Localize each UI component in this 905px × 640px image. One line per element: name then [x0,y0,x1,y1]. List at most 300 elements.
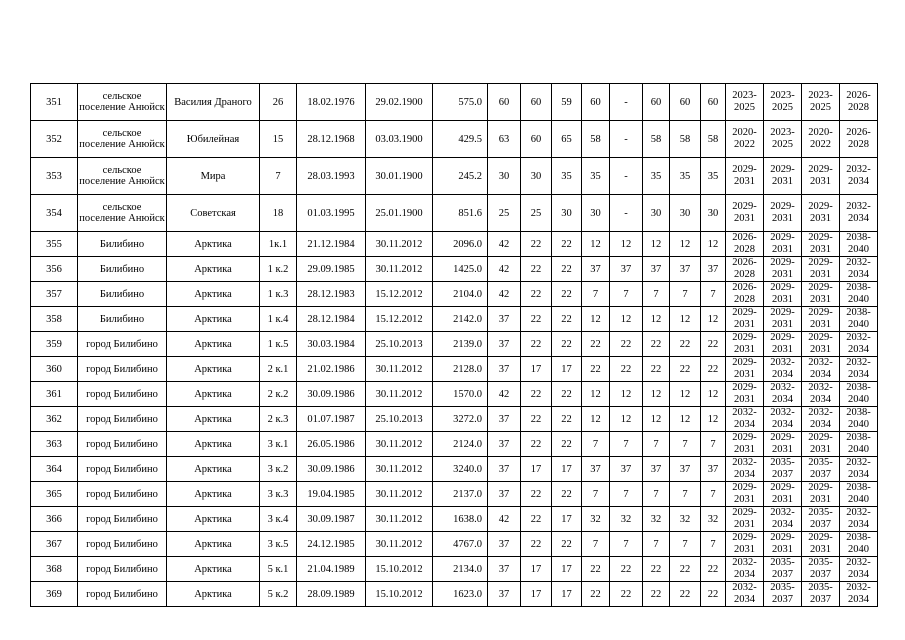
wear-cell-4: 12 [582,382,610,407]
table-row [31,257,878,282]
wear-cell-7: 60 [670,84,701,121]
wear-cell-5: 32 [610,507,643,532]
table-row [31,482,878,507]
street-cell: Арктика [167,582,260,607]
house-number-cell: 1 к.2 [260,257,297,282]
repair-period-cell-4: 2038-2040 [840,407,878,432]
repair-period-cell-3: 2029-2031 [802,432,840,457]
repair-period-cell-3: 2032-2034 [802,357,840,382]
wear-cell-8: 12 [701,307,726,332]
area-cell: 1425.0 [433,257,488,282]
repair-period-cell-2: 2029-2031 [764,332,802,357]
construction-date-cell: 26.05.1986 [297,432,366,457]
row-number: 357 [31,282,78,307]
wear-cell-6: 7 [643,482,670,507]
wear-cell-2: 17 [521,357,552,382]
wear-cell-5: 22 [610,557,643,582]
wear-cell-6: 32 [643,507,670,532]
row-number: 368 [31,557,78,582]
wear-cell-8: 12 [701,382,726,407]
area-cell: 3272.0 [433,407,488,432]
row-number: 369 [31,582,78,607]
repair-period-cell-4: 2026-2028 [840,84,878,121]
construction-date-cell: 28.12.1984 [297,307,366,332]
table-row [31,158,878,195]
wear-cell-1: 42 [488,382,521,407]
construction-date-cell: 30.09.1987 [297,507,366,532]
construction-date-cell: 19.04.1985 [297,482,366,507]
wear-cell-5: 12 [610,307,643,332]
repair-period-cell-1: 2029-2031 [726,357,764,382]
street-cell: Арктика [167,307,260,332]
repair-period-cell-4: 2038-2040 [840,232,878,257]
wear-cell-7: 32 [670,507,701,532]
repair-period-cell-4: 2032-2034 [840,158,878,195]
street-cell: Мира [167,158,260,195]
repair-period-cell-1: 2026-2028 [726,282,764,307]
repair-period-cell-1: 2029-2031 [726,195,764,232]
locality-cell: город Билибино [78,432,167,457]
locality-cell: Билибино [78,282,167,307]
table-row [31,84,878,121]
row-number: 353 [31,158,78,195]
wear-cell-5: 7 [610,432,643,457]
house-number-cell: 3 к.1 [260,432,297,457]
registration-date-cell: 03.03.1900 [366,121,433,158]
wear-cell-2: 22 [521,482,552,507]
house-number-cell: 15 [260,121,297,158]
construction-date-cell: 24.12.1985 [297,532,366,557]
wear-cell-1: 42 [488,257,521,282]
locality-cell: сельское поселение Анюйск [78,84,167,121]
house-number-cell: 3 к.5 [260,532,297,557]
locality-cell: город Билибино [78,332,167,357]
area-cell: 4767.0 [433,532,488,557]
row-number: 362 [31,407,78,432]
house-number-cell: 1 к.3 [260,282,297,307]
area-cell: 2139.0 [433,332,488,357]
wear-cell-1: 25 [488,195,521,232]
repair-period-cell-2: 2035-2037 [764,457,802,482]
wear-cell-8: 22 [701,357,726,382]
locality-cell: сельское поселение Анюйск [78,158,167,195]
wear-cell-1: 42 [488,507,521,532]
registration-date-cell: 30.11.2012 [366,507,433,532]
wear-cell-3: 22 [552,382,582,407]
locality-cell: город Билибино [78,532,167,557]
repair-period-cell-2: 2029-2031 [764,232,802,257]
table-row [31,382,878,407]
wear-cell-5: 22 [610,332,643,357]
wear-cell-5: 37 [610,257,643,282]
construction-date-cell: 30.09.1986 [297,457,366,482]
wear-cell-8: 32 [701,507,726,532]
registration-date-cell: 30.11.2012 [366,457,433,482]
street-cell: Юбилейная [167,121,260,158]
street-cell: Арктика [167,232,260,257]
locality-cell: Билибино [78,307,167,332]
wear-cell-7: 12 [670,407,701,432]
wear-cell-8: 22 [701,557,726,582]
repair-period-cell-3: 2029-2031 [802,257,840,282]
registration-date-cell: 15.12.2012 [366,307,433,332]
wear-cell-4: 37 [582,257,610,282]
wear-cell-7: 12 [670,307,701,332]
wear-cell-8: 12 [701,407,726,432]
construction-date-cell: 18.02.1976 [297,84,366,121]
street-cell: Арктика [167,332,260,357]
area-cell: 2096.0 [433,232,488,257]
wear-cell-6: 22 [643,582,670,607]
wear-cell-2: 22 [521,332,552,357]
construction-date-cell: 21.12.1984 [297,232,366,257]
wear-cell-1: 37 [488,457,521,482]
repair-period-cell-1: 2029-2031 [726,482,764,507]
wear-cell-5: 12 [610,382,643,407]
wear-cell-3: 22 [552,332,582,357]
wear-cell-2: 22 [521,232,552,257]
construction-date-cell: 28.03.1993 [297,158,366,195]
house-number-cell: 2 к.2 [260,382,297,407]
repair-period-cell-4: 2032-2034 [840,257,878,282]
repair-period-cell-1: 2029-2031 [726,532,764,557]
locality-cell: город Билибино [78,557,167,582]
wear-cell-7: 7 [670,532,701,557]
construction-date-cell: 30.09.1986 [297,382,366,407]
repair-period-cell-3: 2023-2025 [802,84,840,121]
wear-cell-2: 22 [521,507,552,532]
wear-cell-3: 22 [552,407,582,432]
wear-cell-3: 17 [552,582,582,607]
repair-period-cell-4: 2038-2040 [840,282,878,307]
construction-date-cell: 21.04.1989 [297,557,366,582]
wear-cell-8: 37 [701,457,726,482]
housing-register-table [30,83,878,607]
repair-period-cell-1: 2029-2031 [726,158,764,195]
wear-cell-3: 17 [552,457,582,482]
repair-period-cell-1: 2029-2031 [726,307,764,332]
registration-date-cell: 15.10.2012 [366,557,433,582]
repair-period-cell-2: 2029-2031 [764,482,802,507]
repair-period-cell-2: 2035-2037 [764,557,802,582]
wear-cell-3: 30 [552,195,582,232]
construction-date-cell: 28.12.1968 [297,121,366,158]
wear-cell-1: 37 [488,307,521,332]
house-number-cell: 1 к.5 [260,332,297,357]
repair-period-cell-3: 2029-2031 [802,532,840,557]
repair-period-cell-4: 2032-2034 [840,557,878,582]
registration-date-cell: 25.01.1900 [366,195,433,232]
wear-cell-3: 59 [552,84,582,121]
repair-period-cell-1: 2029-2031 [726,432,764,457]
table-row [31,432,878,457]
repair-period-cell-2: 2029-2031 [764,158,802,195]
repair-period-cell-4: 2032-2034 [840,507,878,532]
wear-cell-4: 7 [582,532,610,557]
repair-period-cell-2: 2029-2031 [764,282,802,307]
registration-date-cell: 30.11.2012 [366,432,433,457]
wear-cell-8: 22 [701,582,726,607]
wear-cell-6: 37 [643,457,670,482]
wear-cell-4: 58 [582,121,610,158]
wear-cell-8: 22 [701,332,726,357]
street-cell: Арктика [167,457,260,482]
registration-date-cell: 15.12.2012 [366,282,433,307]
locality-cell: город Билибино [78,382,167,407]
wear-cell-1: 37 [488,332,521,357]
street-cell: Арктика [167,482,260,507]
table-row [31,232,878,257]
wear-cell-2: 17 [521,582,552,607]
wear-cell-1: 37 [488,482,521,507]
repair-period-cell-1: 2026-2028 [726,232,764,257]
wear-cell-1: 37 [488,557,521,582]
construction-date-cell: 01.07.1987 [297,407,366,432]
house-number-cell: 5 к.2 [260,582,297,607]
construction-date-cell: 21.02.1986 [297,357,366,382]
house-number-cell: 26 [260,84,297,121]
street-cell: Советская [167,195,260,232]
wear-cell-7: 22 [670,332,701,357]
wear-cell-8: 7 [701,532,726,557]
wear-cell-5: - [610,84,643,121]
repair-period-cell-2: 2029-2031 [764,257,802,282]
row-number: 363 [31,432,78,457]
wear-cell-8: 30 [701,195,726,232]
street-cell: Арктика [167,257,260,282]
wear-cell-5: - [610,121,643,158]
wear-cell-4: 7 [582,282,610,307]
wear-cell-3: 17 [552,557,582,582]
wear-cell-6: 35 [643,158,670,195]
repair-period-cell-3: 2029-2031 [802,158,840,195]
wear-cell-4: 12 [582,307,610,332]
house-number-cell: 3 к.3 [260,482,297,507]
repair-period-cell-1: 2032-2034 [726,582,764,607]
house-number-cell: 2 к.1 [260,357,297,382]
repair-period-cell-1: 2032-2034 [726,457,764,482]
repair-period-cell-2: 2029-2031 [764,432,802,457]
locality-cell: Билибино [78,257,167,282]
wear-cell-4: 7 [582,482,610,507]
area-cell: 2142.0 [433,307,488,332]
table-row [31,357,878,382]
wear-cell-6: 22 [643,357,670,382]
wear-cell-5: 22 [610,582,643,607]
repair-period-cell-4: 2038-2040 [840,382,878,407]
repair-period-cell-2: 2032-2034 [764,382,802,407]
repair-period-cell-2: 2029-2031 [764,532,802,557]
wear-cell-3: 22 [552,232,582,257]
wear-cell-5: 37 [610,457,643,482]
house-number-cell: 5 к.1 [260,557,297,582]
locality-cell: сельское поселение Анюйск [78,121,167,158]
wear-cell-5: 12 [610,232,643,257]
wear-cell-8: 12 [701,232,726,257]
wear-cell-7: 30 [670,195,701,232]
area-cell: 1623.0 [433,582,488,607]
repair-period-cell-3: 2029-2031 [802,482,840,507]
area-cell: 1638.0 [433,507,488,532]
repair-period-cell-2: 2032-2034 [764,407,802,432]
repair-period-cell-4: 2032-2034 [840,195,878,232]
wear-cell-7: 7 [670,282,701,307]
street-cell: Василия Драного [167,84,260,121]
repair-period-cell-3: 2035-2037 [802,457,840,482]
area-cell: 2124.0 [433,432,488,457]
wear-cell-1: 37 [488,432,521,457]
locality-cell: город Билибино [78,407,167,432]
wear-cell-8: 35 [701,158,726,195]
wear-cell-5: 7 [610,282,643,307]
row-number: 356 [31,257,78,282]
repair-period-cell-4: 2032-2034 [840,457,878,482]
table-row [31,507,878,532]
repair-period-cell-2: 2029-2031 [764,307,802,332]
house-number-cell: 7 [260,158,297,195]
wear-cell-1: 30 [488,158,521,195]
wear-cell-1: 60 [488,84,521,121]
wear-cell-4: 22 [582,582,610,607]
wear-cell-3: 22 [552,432,582,457]
wear-cell-8: 7 [701,282,726,307]
table-row [31,282,878,307]
area-cell: 429.5 [433,121,488,158]
wear-cell-7: 22 [670,582,701,607]
wear-cell-1: 63 [488,121,521,158]
wear-cell-4: 35 [582,158,610,195]
table-row [31,457,878,482]
wear-cell-2: 25 [521,195,552,232]
wear-cell-2: 22 [521,532,552,557]
house-number-cell: 3 к.4 [260,507,297,532]
locality-cell: сельское поселение Анюйск [78,195,167,232]
wear-cell-5: 7 [610,532,643,557]
repair-period-cell-1: 2026-2028 [726,257,764,282]
repair-period-cell-1: 2020-2022 [726,121,764,158]
street-cell: Арктика [167,407,260,432]
repair-period-cell-2: 2029-2031 [764,195,802,232]
area-cell: 2104.0 [433,282,488,307]
house-number-cell: 2 к.3 [260,407,297,432]
repair-period-cell-4: 2038-2040 [840,432,878,457]
row-number: 351 [31,84,78,121]
house-number-cell: 3 к.2 [260,457,297,482]
wear-cell-8: 7 [701,482,726,507]
registration-date-cell: 15.10.2012 [366,582,433,607]
wear-cell-2: 60 [521,84,552,121]
wear-cell-7: 35 [670,158,701,195]
repair-period-cell-1: 2029-2031 [726,332,764,357]
street-cell: Арктика [167,507,260,532]
construction-date-cell: 01.03.1995 [297,195,366,232]
row-number: 364 [31,457,78,482]
wear-cell-1: 37 [488,582,521,607]
wear-cell-3: 22 [552,307,582,332]
repair-period-cell-3: 2029-2031 [802,232,840,257]
street-cell: Арктика [167,532,260,557]
repair-period-cell-4: 2026-2028 [840,121,878,158]
wear-cell-8: 7 [701,432,726,457]
row-number: 352 [31,121,78,158]
area-cell: 851.6 [433,195,488,232]
locality-cell: город Билибино [78,582,167,607]
wear-cell-2: 22 [521,382,552,407]
wear-cell-8: 37 [701,257,726,282]
wear-cell-6: 30 [643,195,670,232]
area-cell: 2134.0 [433,557,488,582]
repair-period-cell-4: 2038-2040 [840,482,878,507]
street-cell: Арктика [167,282,260,307]
wear-cell-4: 37 [582,457,610,482]
wear-cell-4: 30 [582,195,610,232]
row-number: 354 [31,195,78,232]
wear-cell-7: 22 [670,357,701,382]
repair-period-cell-2: 2032-2034 [764,357,802,382]
repair-period-cell-1: 2032-2034 [726,407,764,432]
wear-cell-1: 42 [488,232,521,257]
repair-period-cell-1: 2023-2025 [726,84,764,121]
wear-cell-3: 17 [552,357,582,382]
wear-cell-4: 12 [582,407,610,432]
wear-cell-2: 22 [521,432,552,457]
repair-period-cell-4: 2038-2040 [840,532,878,557]
wear-cell-6: 7 [643,532,670,557]
wear-cell-7: 7 [670,482,701,507]
area-cell: 1570.0 [433,382,488,407]
repair-period-cell-3: 2035-2037 [802,507,840,532]
house-number-cell: 18 [260,195,297,232]
registration-date-cell: 30.11.2012 [366,357,433,382]
wear-cell-4: 12 [582,232,610,257]
street-cell: Арктика [167,557,260,582]
registration-date-cell: 30.11.2012 [366,482,433,507]
construction-date-cell: 28.09.1989 [297,582,366,607]
row-number: 355 [31,232,78,257]
wear-cell-5: - [610,158,643,195]
wear-cell-4: 22 [582,357,610,382]
wear-cell-4: 32 [582,507,610,532]
wear-cell-6: 58 [643,121,670,158]
repair-period-cell-3: 2029-2031 [802,195,840,232]
wear-cell-6: 22 [643,332,670,357]
wear-cell-7: 37 [670,257,701,282]
wear-cell-6: 12 [643,382,670,407]
wear-cell-6: 22 [643,557,670,582]
wear-cell-3: 22 [552,257,582,282]
wear-cell-1: 37 [488,407,521,432]
repair-period-cell-2: 2023-2025 [764,121,802,158]
wear-cell-5: 22 [610,357,643,382]
wear-cell-7: 7 [670,432,701,457]
repair-period-cell-3: 2035-2037 [802,582,840,607]
wear-cell-6: 37 [643,257,670,282]
wear-cell-3: 65 [552,121,582,158]
table-row [31,532,878,557]
wear-cell-5: 7 [610,482,643,507]
table-row [31,121,878,158]
table-row [31,332,878,357]
construction-date-cell: 30.03.1984 [297,332,366,357]
wear-cell-3: 22 [552,532,582,557]
wear-cell-3: 22 [552,482,582,507]
registration-date-cell: 30.11.2012 [366,232,433,257]
area-cell: 575.0 [433,84,488,121]
wear-cell-2: 17 [521,457,552,482]
locality-cell: город Билибино [78,482,167,507]
registration-date-cell: 29.02.1900 [366,84,433,121]
wear-cell-2: 17 [521,557,552,582]
